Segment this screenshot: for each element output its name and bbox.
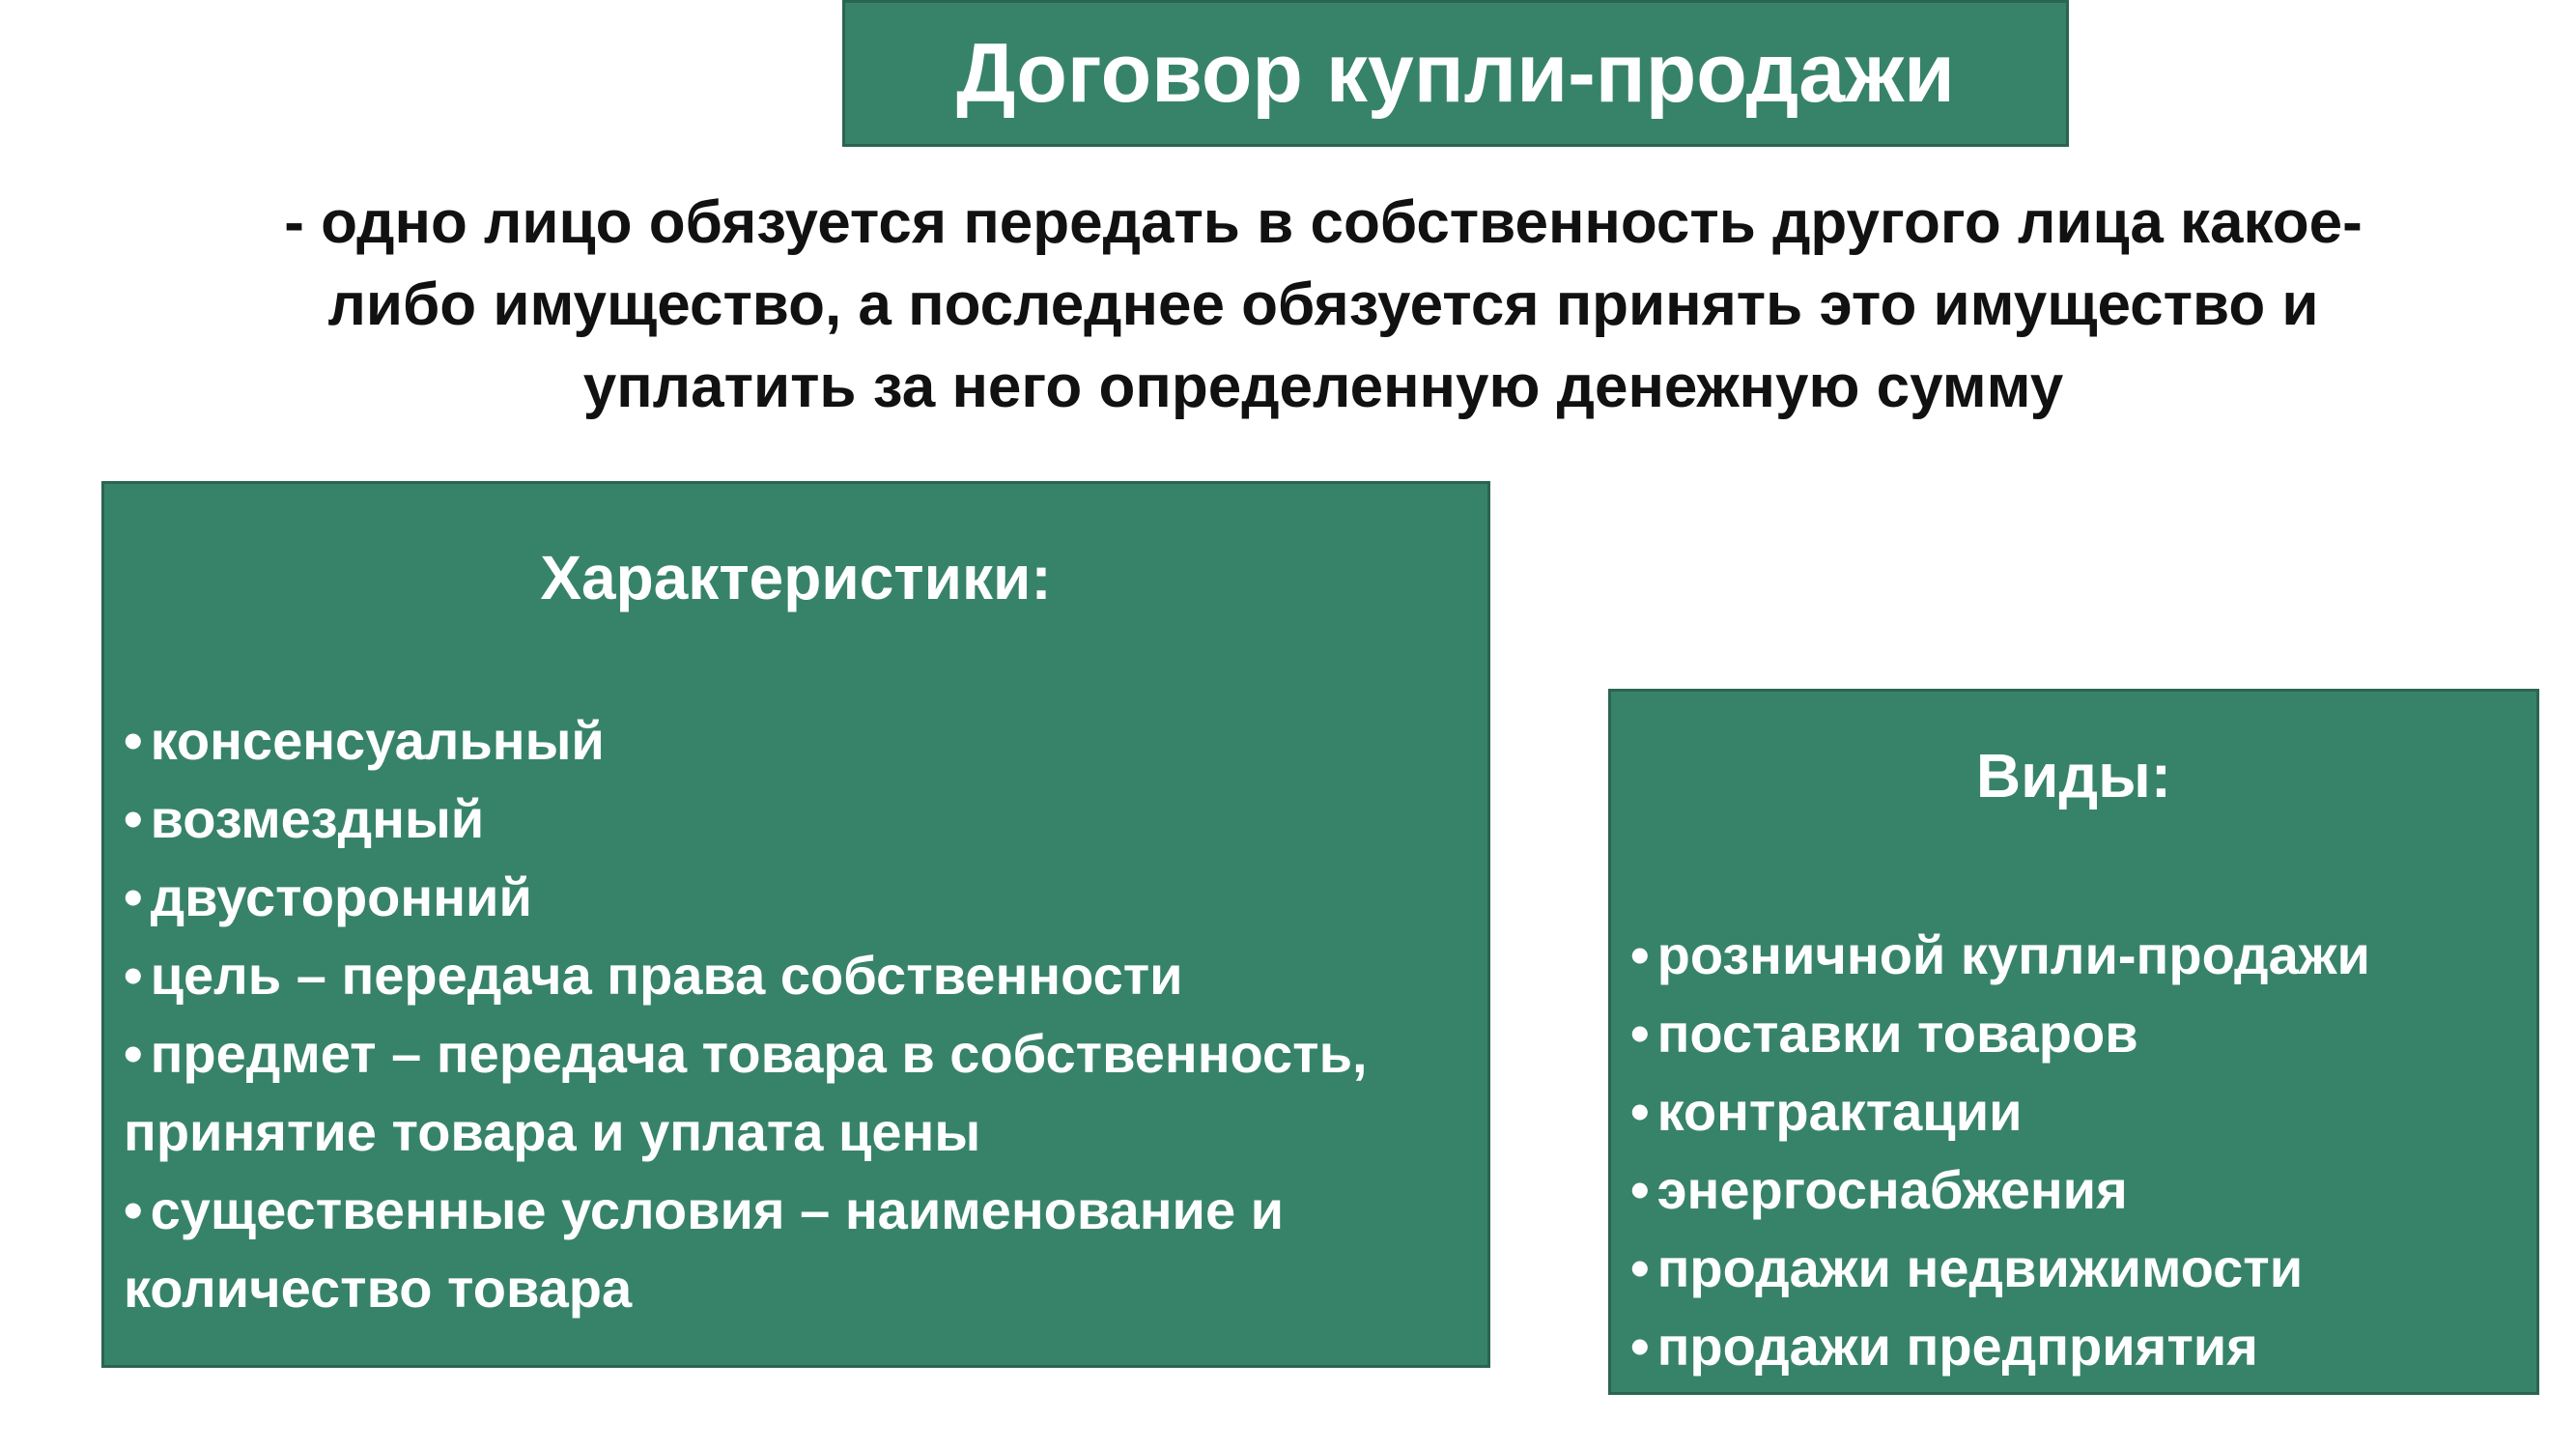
bullet-icon: • (1630, 1159, 1650, 1220)
characteristic-item (124, 1249, 1476, 1327)
definition-line: либо имущество, а последнее обязуется принять это имущество и (327, 271, 2319, 338)
type-item-text: энергоснабжения (1656, 1159, 2128, 1220)
definition-text (155, 182, 2492, 428)
type-item-text: поставки товаров (1656, 1003, 2138, 1064)
characteristic-item (124, 780, 1476, 858)
bullet-icon: • (1630, 1316, 1650, 1377)
type-item-text: продажи недвижимости (1656, 1237, 2304, 1298)
characteristic-item (124, 1171, 1476, 1249)
definition-line: - одно лицо обязуется передать в собственность другого лица какое- (284, 189, 2363, 256)
characteristic-item (124, 1093, 1476, 1171)
characteristic-item-text: существенные условия – наименование и (150, 1179, 1285, 1240)
characteristic-item-text: консенсуальный (150, 710, 605, 771)
characteristics-list (124, 701, 1476, 1327)
types-list (1630, 916, 2529, 1385)
type-item (1630, 994, 2529, 1072)
type-item (1630, 1229, 2529, 1307)
types-panel (1608, 689, 2539, 1395)
bullet-icon: • (124, 1179, 143, 1240)
characteristic-item-text: принятие товара и уплата цены (124, 1101, 981, 1162)
type-item (1630, 916, 2529, 994)
bullet-icon: • (124, 788, 143, 849)
bullet-icon: • (1630, 924, 1650, 985)
type-item (1630, 1307, 2529, 1385)
type-item-text: розничной купли-продажи (1656, 924, 2370, 985)
page-title: Договор купли-продажи (956, 27, 1955, 120)
type-item (1630, 1072, 2529, 1151)
bullet-icon: • (1630, 1081, 1650, 1142)
title-banner (842, 0, 2069, 147)
characteristic-item (124, 1014, 1476, 1093)
type-item (1630, 1151, 2529, 1229)
bullet-icon: • (124, 710, 143, 771)
characteristic-item-text: возмездный (150, 788, 485, 849)
types-heading: Виды: (1975, 741, 2172, 810)
characteristics-panel (101, 481, 1490, 1368)
type-item-text: контрактации (1656, 1081, 2023, 1142)
characteristic-item (124, 858, 1476, 936)
characteristic-item-text: двусторонний (150, 867, 532, 927)
bullet-icon: • (124, 945, 143, 1006)
characteristics-heading: Характеристики: (540, 543, 1052, 612)
characteristic-item-text: количество товара (124, 1258, 633, 1319)
characteristic-item-text: предмет – передача товара в собственность, (150, 1023, 1368, 1084)
bullet-icon: • (1630, 1003, 1650, 1064)
characteristic-item (124, 701, 1476, 780)
bullet-icon: • (124, 867, 143, 927)
bullet-icon: • (124, 1023, 143, 1084)
bullet-icon: • (1630, 1237, 1650, 1298)
characteristic-item-text: цель – передача права собственности (150, 945, 1183, 1006)
characteristic-item (124, 936, 1476, 1014)
definition-line: уплатить за него определенную денежную сумму (582, 354, 2064, 420)
type-item-text: продажи предприятия (1656, 1316, 2258, 1377)
